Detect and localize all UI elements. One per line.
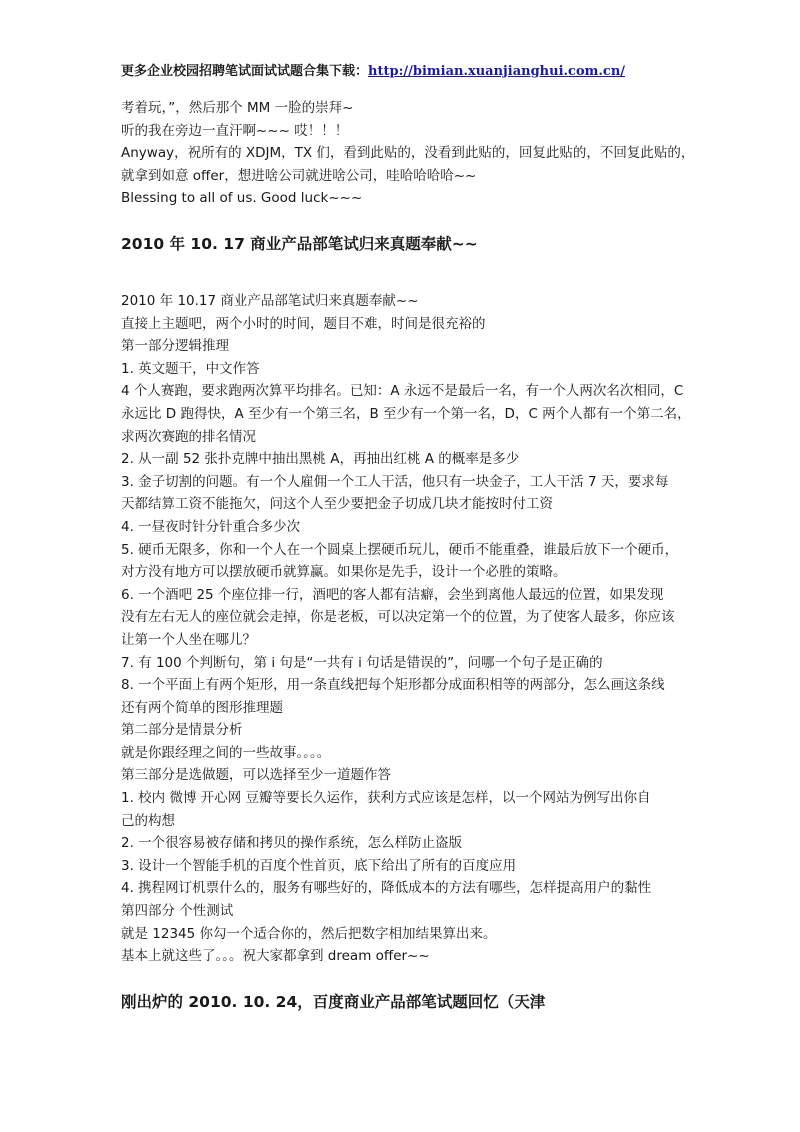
text-line: 己的构想 [121,812,175,829]
text-line: 天都结算工资不能拖欠，问这个人至少要把金子切成几块才能按时付工资 [121,496,553,513]
text-line: 第三部分是选做题，可以选择至少一道题作答 [121,767,391,784]
text-line: 没有左右无人的座位就会走掉，你是老板，可以决定第一个的位置，为了使客人最多，你应该 [121,609,675,626]
download-link[interactable]: http://bimian.xuanjianghui.com.cn/ [368,64,626,79]
text-line: 1. 校内 微博 开心网 豆瓣等要长久运作，获利方式应该是怎样，以一个网站为例写出你自 [121,790,651,807]
text-line: 8. 一个平面上有两个矩形，用一条直线把每个矩形都分成面积相等的两部分，怎么画这条线 [121,677,665,694]
text-line: 3. 金子切割的问题。有一个人雇佣一个工人干活，他只有一块金子，工人干活 7 天，要求每 [121,473,669,490]
text-line: 1. 英文题干，中文作答 [121,360,260,377]
text-line: 永远比 D 跑得快，A 至少有一个第三名，B 至少有一个第一名，D，C 两个人都有一个第二名， [121,405,691,422]
text-line: 第一部分逻辑推理 [121,338,229,355]
section-title: 2010 年 10. 17 商业产品部笔试归来真题奉献~~ [121,235,478,253]
text-line: 5. 硬币无限多，你和一个人在一个圆桌上摆硬币玩儿，硬币不能重叠，谁最后放下一个硬币， [121,541,679,558]
text-line: 就是你跟经理之间的一些故事。。。。 [121,744,331,761]
text-line: 2. 一个很容易被存储和拷贝的操作系统，怎么样防止盗版 [121,835,463,852]
text-line: 4 个人赛跑，要求跑两次算平均排名。已知：A 永远不是最后一名，有一个人两次名次相同，C [121,383,684,400]
section-body [121,290,691,968]
text-line: 求两次赛跑的排名情况 [121,428,256,445]
text-line: 3. 设计一个智能手机的百度个性首页，底下给出了所有的百度应用 [121,857,517,874]
page-header [121,60,625,79]
text-line: 就拿到如意 offer，想进啥公司就进啥公司，哇哈哈哈哈~~ [121,167,477,184]
text-line: 就是 12345 你勾一个适合你的，然后把数字相加结果算出来。 [121,925,497,942]
text-line: 4. 携程网订机票什么的，服务有哪些好的，降低成本的方法有哪些，怎样提高用户的黏性 [121,880,652,897]
text-line: 听的我在旁边一直汗啊~~~ 哎！！！ [121,122,349,139]
text-line: Blessing to all of us. Good luck~~~ [121,190,363,207]
section-title: 刚出炉的 2010. 10. 24，百度商业产品部笔试题回忆（天津 [121,993,546,1011]
text-line: 2. 从一副 52 张扑克牌中抽出黑桃 A，再抽出红桃 A 的概率是多少 [121,451,520,468]
text-line: 4. 一昼夜时针分针重合多少次 [121,518,301,535]
text-line: 对方没有地方可以摆放硬币就算赢。如果你是先手，设计一个必胜的策略。 [121,564,567,581]
text-line: 基本上就这些了。。。祝大家都拿到 dream offer~~ [121,948,430,965]
text-line: 让第一个人坐在哪儿？ [121,631,256,648]
text-line: 6. 一个酒吧 25 个座位排一行，酒吧的客人都有洁癖，会坐到离他人最远的位置，如果发现 [121,586,664,603]
text-line: 2010 年 10.17 商业产品部笔试归来真题奉献~~ [121,293,419,309]
text-line: 考着玩，”，然后那个 MM 一脸的崇拜~ [121,100,354,116]
text-line: 第二部分是情景分析 [121,722,243,739]
text-line: 直接上主题吧，两个小时的时间，题目不难，时间是很充裕的 [121,315,486,332]
text-line: 还有两个简单的图形推理题 [121,699,283,716]
text-line: 7. 有 100 个判断句，第 i 句是“一共有 i 句话是错误的”，问哪一个句子是正确的 [121,654,603,671]
text-line: Anyway，祝所有的 XDJM，TX 们，看到此贴的，没看到此贴的，回复此贴的，不回复此贴的， [121,145,695,162]
intro-paragraph [121,97,695,210]
text-line: 第四部分 个性测试 [121,903,234,920]
header-text: 更多企业校园招聘笔试面试试题合集下载： [121,64,369,79]
